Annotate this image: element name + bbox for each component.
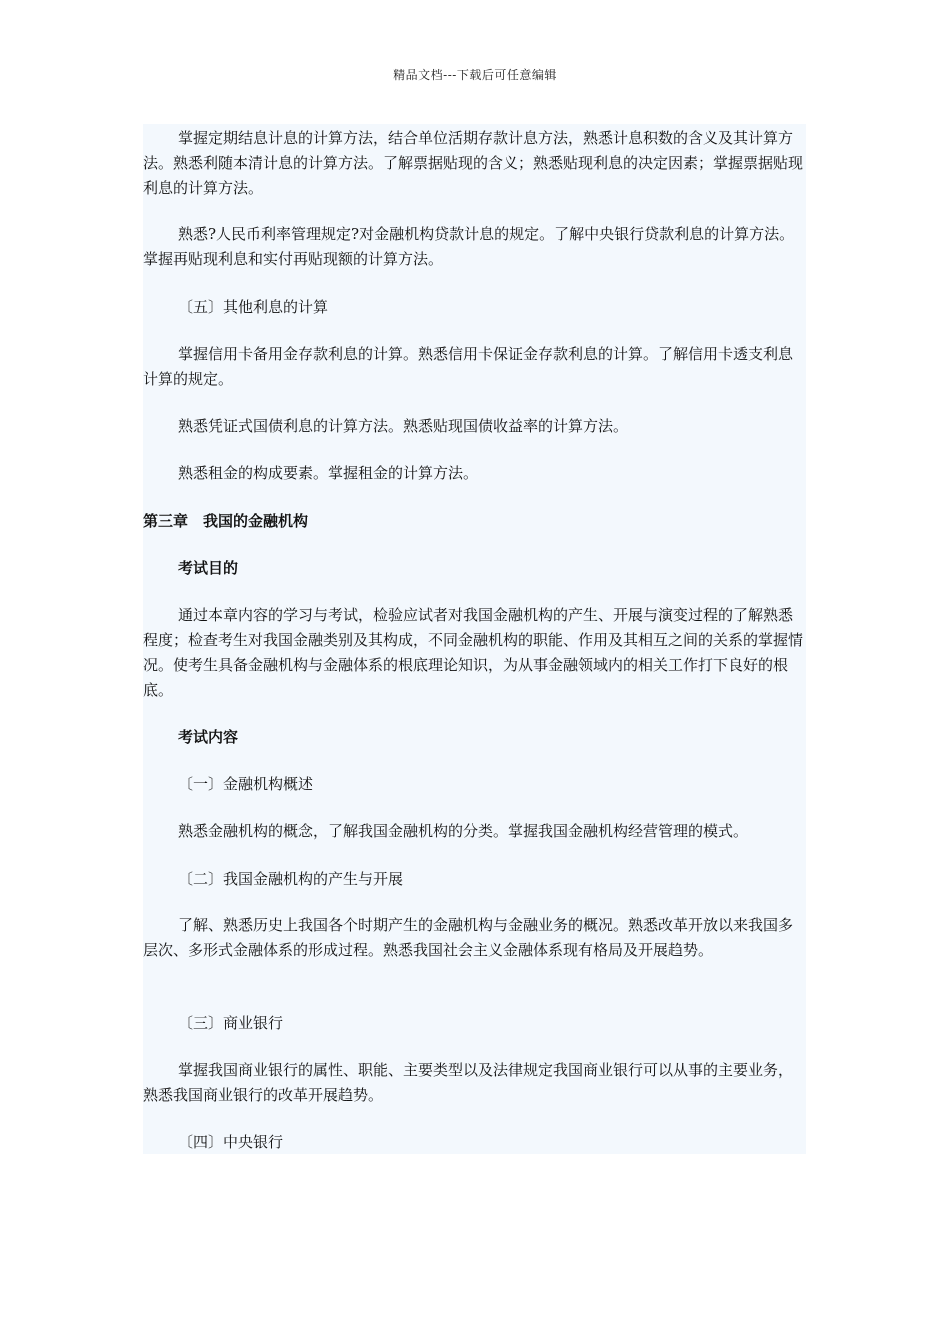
- section-heading: 〔一〕金融机构概述: [178, 775, 314, 793]
- paragraph: 掌握信用卡备用金存款利息的计算。熟悉信用卡保证金存款利息的计算。了解信用卡透支利息计算的规定。: [143, 345, 794, 388]
- paragraph: 掌握定期结息计息的计算方法，结合单位活期存款计息方法，熟悉计息积数的含义及其计算方法。熟悉利随本清计息的计算方法。了解票据贴现的含义；熟悉贴现利息的决定因素；掌握票据贴现利息的计算方法。: [143, 129, 804, 197]
- paragraph: 熟悉金融机构的概念，了解我国金融机构的分类。掌握我国金融机构经营管理的模式。: [178, 822, 749, 840]
- paragraph: 熟悉?人民币利率管理规定?对金融机构贷款计息的规定。了解中央银行贷款利息的计算方法。掌握再贴现利息和实付再贴现额的计算方法。: [143, 225, 795, 268]
- section-heading: 〔五〕其他利息的计算: [178, 298, 329, 316]
- paragraph: 掌握我国商业银行的属性、职能、主要类型以及法律规定我国商业银行可以从事的主要业务，熟悉我国商业银行的改革开展趋势。: [143, 1061, 794, 1104]
- paragraph: 熟悉凭证式国债利息的计算方法。熟悉贴现国债收益率的计算方法。: [178, 417, 629, 435]
- subheading-exam-purpose: 考试目的: [178, 559, 239, 577]
- section-heading: 〔四〕中央银行: [178, 1133, 284, 1151]
- section-heading: 〔二〕我国金融机构的产生与开展: [178, 870, 404, 888]
- paragraph: 通过本章内容的学习与考试，检验应试者对我国金融机构的产生、开展与演变过程的了解熟悉程度；检查考生对我国金融类别及其构成，不同金融机构的职能、作用及其相互之间的关系的掌握情况。使考生具备金融机构与金融体系的根底理论知识，为从事金融领域内的相关工作打下良好的根底。: [143, 606, 804, 699]
- paragraph: 熟悉租金的构成要素。掌握租金的计算方法。: [178, 464, 479, 482]
- page-header: 精品文档---下载后可任意编辑: [393, 68, 557, 82]
- paragraph: 了解、熟悉历史上我国各个时期产生的金融机构与金融业务的概况。熟悉改革开放以来我国多层次、多形式金融体系的形成过程。熟悉我国社会主义金融体系现有格局及开展趋势。: [143, 916, 794, 959]
- document-body: [143, 124, 806, 1154]
- section-heading: 〔三〕商业银行: [178, 1014, 284, 1032]
- subheading-exam-content: 考试内容: [178, 728, 239, 746]
- chapter-title: 第三章 我国的金融机构: [143, 512, 309, 530]
